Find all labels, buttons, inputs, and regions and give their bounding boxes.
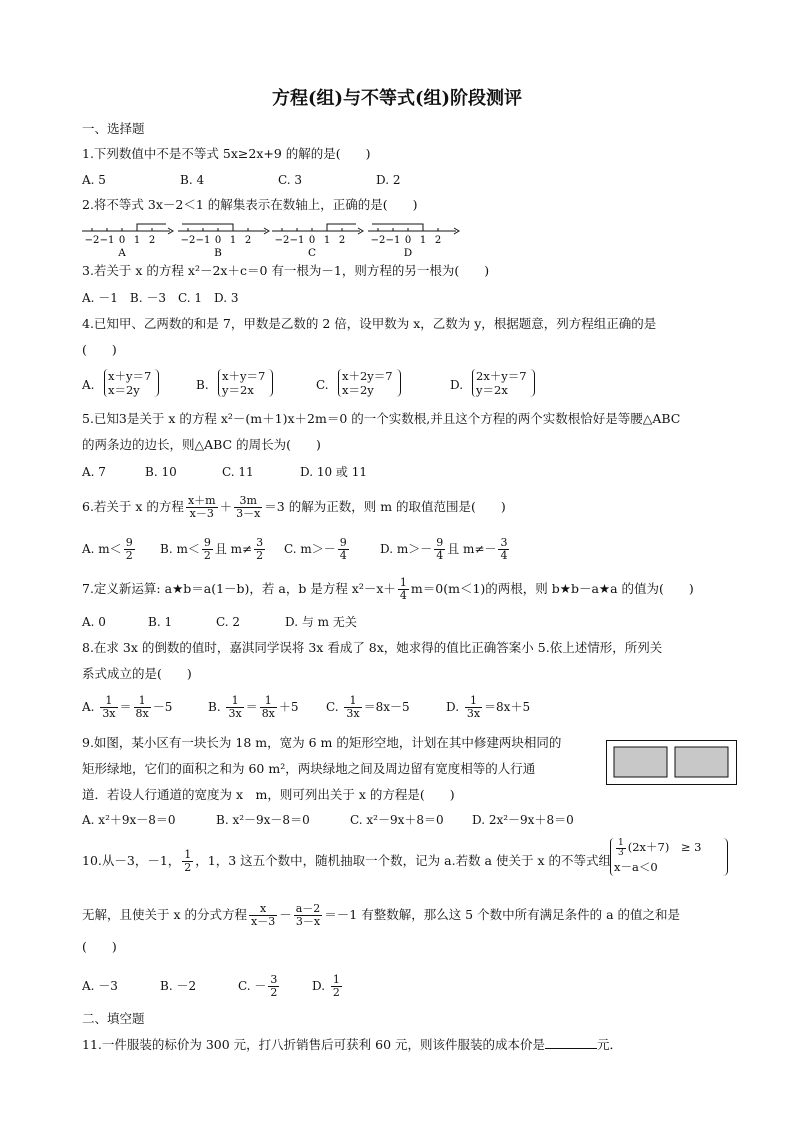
q1-option-c: C. 3 (278, 173, 303, 187)
q6-fraction-1: $\frac{x+m}{x-3}$ (187, 494, 216, 520)
q10-sys-eq1: $\frac{1}{3}$ (2x＋7) ≥ 3 (618, 837, 702, 858)
tick-label: 1 (229, 235, 237, 246)
q4-a-eq1: x＋y＝7 (108, 369, 152, 383)
q5-option-a: A. 7 (82, 465, 106, 479)
q6-option-d: D. m＞－ $\frac{9}{4}$ 且 m≠－ $\frac{3}{4}$ (380, 536, 508, 562)
q4-option-b-label: B. (196, 378, 209, 392)
q9-line-3: 道．若设人行通道的宽度为 x m，则可列出关于 x 的方程是( ) (82, 787, 455, 802)
q7-option-c: C. 2 (216, 615, 241, 629)
number-line-b (178, 222, 270, 259)
tick-label: −1 (195, 235, 211, 246)
q9-option-a: A. x²＋9x－8＝0 (82, 813, 176, 827)
q6-option-c: C. m＞－ $\frac{9}{4}$ (284, 536, 347, 562)
tick-label: 0 (214, 235, 222, 246)
q8-option-d: D. $\frac{1}{3x}$ ＝8x＋5 (446, 694, 531, 720)
q8-option-b: B. $\frac{1}{3x}$ ＝ $\frac{1}{8x}$ ＋5 (208, 694, 299, 720)
q1-option-b: B. 4 (180, 173, 205, 187)
q6-pre: 6.若关于 x 的方程 (82, 499, 184, 514)
number-line-a (82, 222, 174, 259)
q9-option-b: B. x²－9x－8＝0 (216, 813, 310, 827)
q10-stem-paren: ( ) (82, 939, 117, 954)
q9-line-2: 矩形绿地，它们的面积之和为 60 m²，两块绿地之间及周边留有宽度相等的人行通 (82, 761, 536, 776)
q10-inequality-system (610, 838, 720, 876)
option-label: C (307, 247, 317, 259)
q8-stem: 8.在求 3x 的倒数的值时，嘉淇同学误将 3x 看成了 8x，她求得的值比正确答案小 5.依上述情形，所列关 (82, 640, 663, 655)
q4-d-eq1: 2x＋y＝7 (476, 369, 527, 383)
q9-figure-rectangle-plot (606, 740, 738, 786)
q5-option-c: C. 11 (222, 465, 254, 479)
q4-d-eq2: y＝2x (476, 383, 508, 397)
q4-c-eq1: x＋2y＝7 (342, 369, 393, 383)
q6-stem: 6.若关于 x 的方程 $\frac{x+m}{x-3}$ ＋ $\frac{3m}{3-x}$ ＝3 的解为正数，则 m 的取值范围是( ) (82, 494, 506, 520)
green-plot-right (675, 747, 728, 777)
q8-stem-2: 系式成立的是( ) (82, 666, 192, 681)
q4-c-eq2: x＝2y (342, 383, 374, 397)
q4-option-c-label: C. (316, 378, 329, 392)
tick-label: 2 (338, 235, 346, 246)
q4-option-b-system (218, 369, 265, 397)
tick-label: 2 (148, 235, 156, 246)
q5-stem-2: 的两条边的边长，则△ABC 的周长为( ) (82, 437, 321, 452)
tick-label: 0 (308, 235, 316, 246)
q11-stem: 11.一件服装的标价为 300 元，打八折销售后可获利 60 元，则该件服装的成本价是 元． (82, 1037, 623, 1052)
number-line-c (272, 222, 364, 259)
q6-post: ＝3 的解为正数，则 m 的取值范围是( ) (264, 499, 506, 514)
option-label: B (214, 247, 222, 259)
q10-stem-2: 无解，且使关于 x 的分式方程 $\frac{x}{x-3}$ － $\frac{a-2}{3-x}$ ＝－1 有整数解，那么这 5 个数中所有满足条件的 a 的值之和是 (82, 902, 681, 928)
q5-option-b: B. 10 (145, 465, 177, 479)
q7-stem: 7.定义新运算: a★b＝a(1－b)，若 a，b 是方程 x²－x＋ $\frac{1}{4}$ m＝0(m＜1)的两根，则 b★b－a★a 的值为( ) (82, 576, 694, 602)
solution-ray (372, 224, 423, 231)
q4-option-c-system (338, 369, 393, 397)
q10-sys-eq2: x－a＜0 (614, 859, 658, 874)
q6-option-a: A. m＜ $\frac{9}{2}$ (82, 536, 133, 562)
section-heading-fill: 二、填空题 (82, 1011, 145, 1026)
q4-stem-paren: ( ) (82, 342, 117, 357)
tick-label: −1 (99, 235, 115, 246)
tick-label: −1 (385, 235, 401, 246)
tick-label: 0 (118, 235, 126, 246)
tick-label: 0 (404, 235, 412, 246)
tick-label: 1 (323, 235, 331, 246)
q10-option-b: B. －2 (160, 979, 197, 993)
q4-stem: 4.已知甲、乙两数的和是 7，甲数是乙数的 2 倍，设甲数为 x，乙数为 y，根据题意，列方程组正确的是 (82, 316, 657, 331)
q7-option-b: B. 1 (148, 615, 173, 629)
q1-stem: 1.下列数值中不是不等式 5x≥2x+9 的解的是( ) (82, 146, 371, 161)
option-label: D (403, 247, 413, 259)
q8-option-a: A. $\frac{1}{3x}$ ＝ $\frac{1}{8x}$ －5 (82, 694, 173, 720)
q7-option-a: A. 0 (82, 615, 106, 629)
q4-option-d-label: D. (450, 378, 464, 392)
number-line-d (368, 222, 460, 259)
q8-option-c: C. $\frac{1}{3x}$ ＝8x－5 (326, 694, 410, 720)
q1-option-a: A. 5 (82, 173, 106, 187)
q7-option-d: D. 与 m 无关 (285, 615, 357, 629)
q3-options: A. －1 B. －3 C. 1 D. 3 (82, 291, 239, 305)
q9-option-d: D. 2x²－9x＋8＝0 (472, 813, 574, 827)
q9-line-1: 9.如图，某小区有一块长为 18 m，宽为 6 m 的矩形空地，计划在其中修建两块相同的 (82, 735, 562, 750)
q10-stem: 10.从－3，－1， $\frac{1}{2}$ ，1，3 这五个数中，随机抽取一个数，记为 a.若数 a 使关于 x 的不等式组 (82, 848, 611, 874)
tick-label: −2 (180, 235, 196, 246)
green-plot-left (614, 747, 667, 777)
tick-label: −2 (84, 235, 100, 246)
q10-option-a: A. －3 (82, 979, 118, 993)
tick-label: 2 (434, 235, 442, 246)
q1-option-d: D. 2 (376, 173, 401, 187)
q5-stem: 5.已知3是关于 x 的方程 x²－(m＋1)x＋2m＝0 的一个实数根,并且这个方程的两个实数根恰好是等腰△ABC (82, 411, 681, 426)
tick-label: 2 (244, 235, 252, 246)
q4-b-eq2: y＝2x (222, 383, 254, 397)
q6-fraction-2: $\frac{3m}{3-x}$ (236, 494, 261, 520)
q9-option-c: C. x²－9x＋8＝0 (350, 813, 444, 827)
q11-answer-blank[interactable] (545, 1036, 597, 1049)
tick-label: −2 (274, 235, 290, 246)
tick-label: 1 (133, 235, 141, 246)
q4-option-a-system (104, 369, 151, 397)
q2-stem: 2.将不等式 3x－2＜1 的解集表示在数轴上，正确的是( ) (82, 197, 418, 212)
tick-label: 1 (419, 235, 427, 246)
q4-b-eq1: x＋y＝7 (222, 369, 266, 383)
q4-a-eq2: x＝2y (108, 383, 140, 397)
q10-option-d: D. $\frac{1}{2}$ (312, 973, 340, 999)
q4-option-a-label: A. (82, 378, 95, 392)
tick-label: −2 (370, 235, 386, 246)
section-heading-choice: 一、选择题 (82, 121, 145, 136)
q3-stem: 3.若关于 x 的方程 x²－2x＋c＝0 有一根为－1，则方程的另一根为( ) (82, 263, 490, 278)
q6-option-b: B. m＜ $\frac{9}{2}$ 且 m≠ $\frac{3}{2}$ (160, 536, 264, 562)
q10-option-c: C. － $\frac{3}{2}$ (238, 973, 278, 999)
page-title: 方程(组)与不等式(组)阶段测评 (271, 88, 523, 109)
option-label: A (118, 247, 126, 259)
q5-option-d: D. 10 或 11 (300, 465, 367, 479)
q4-option-d-system (472, 369, 527, 397)
tick-label: −1 (289, 235, 305, 246)
solution-ray (182, 224, 233, 231)
